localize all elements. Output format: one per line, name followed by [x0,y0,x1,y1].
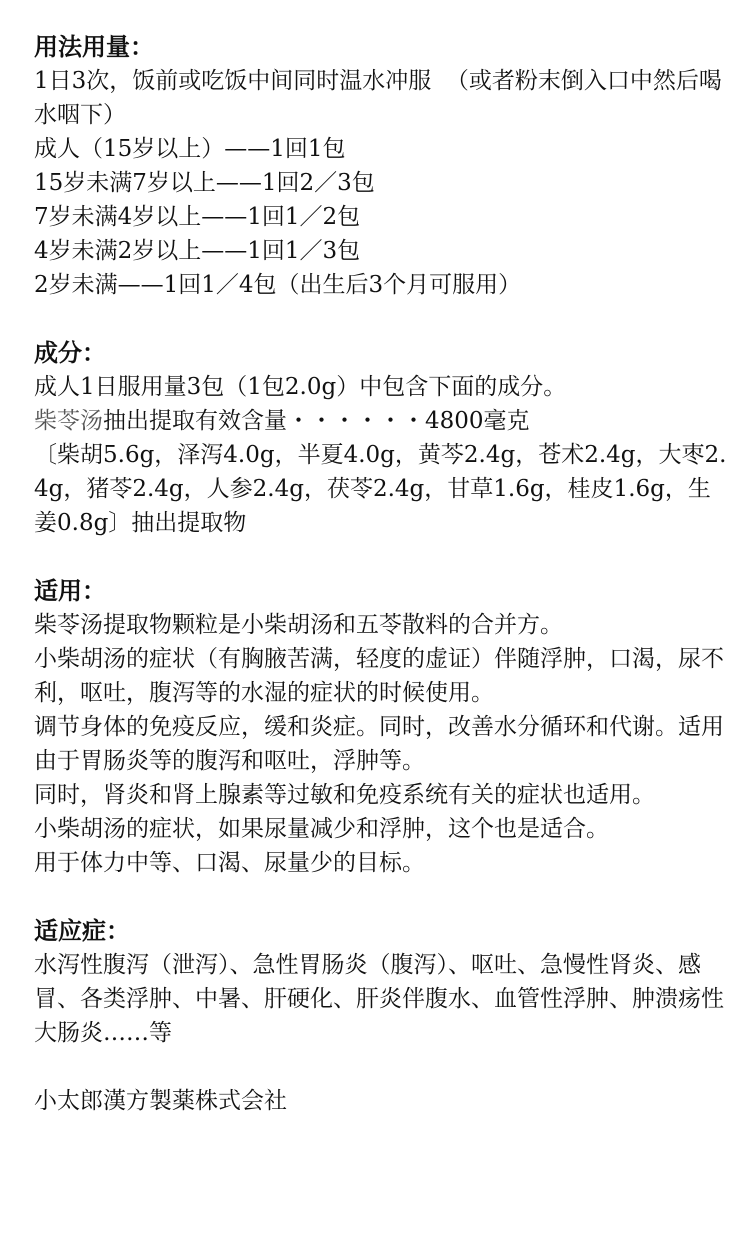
usage-line: 15岁未满7岁以上——1回2／3包 [34,170,375,196]
usage-line: 成人（15岁以上）——1回1包 [34,136,346,162]
company-name: 小太郎漢方製薬株式会社 [34,1088,287,1114]
ingredients-herb-list: 〔柴胡5.6g，泽泻4.0g，半夏4.0g，黄芩2.4g，苍术2.4g，大枣2.4g，猪苓2.4g，人参2.4g，茯苓2.4g，甘草1.6g，桂皮1.6g，生姜0.8g〕抽出提取物 [34,442,727,536]
ingredients-section [34,336,730,540]
application-line: 小柴胡汤的症状，如果尿量减少和浮肿，这个也是适合。 [34,816,609,842]
application-line: 用于体力中等、口渴、尿量少的目标。 [34,850,425,876]
application-line: 小柴胡汤的症状（有胸腋苦满，轻度的虚证）伴随浮肿，口渴，尿不利，呕吐，腹泻等的水湿的症状的时候使用。 [34,646,724,706]
application-section [34,574,730,880]
ingredients-daily-dose: 成人1日服用量3包（1包2.0g）中包含下面的成分。 [34,374,567,400]
extract-amount-text: 抽出提取有效含量・・・・・・4800毫克 [103,408,530,434]
ingredients-extract-amount [34,404,730,438]
usage-section [34,30,730,302]
usage-heading: 用法用量： [34,32,154,61]
indications-heading: 适应症： [34,916,130,945]
usage-line: 7岁未满4岁以上——1回1／2包 [34,204,361,230]
ingredients-heading: 成分： [34,338,106,367]
indications-section [34,914,730,1050]
usage-line: 1日3次，饭前或吃饭中间同时温水冲服 （或者粉末倒入口中然后喝水咽下） [34,68,722,128]
usage-line: 2岁未满——1回1／4包（出生后3个月可服用） [34,272,522,298]
application-line: 柴苓汤提取物颗粒是小柴胡汤和五苓散料的合并方。 [34,612,563,638]
usage-line: 4岁未满2岁以上——1回1／3包 [34,238,361,264]
application-heading: 适用： [34,576,106,605]
indications-text: 水泻性腹泻（泄泻）、急性胃肠炎（腹泻）、呕吐、急慢性肾炎、感冒、各类浮肿、中暑、肝硬化、肝炎伴腹水、血管性浮肿、肿溃疡性大肠炎……等 [34,952,724,1046]
application-line: 同时，肾炎和肾上腺素等过敏和免疫系统有关的症状也适用。 [34,782,655,808]
formula-name: 柴苓汤 [34,408,103,434]
document-page [34,30,730,1118]
application-line: 调节身体的免疫反应，缓和炎症。同时，改善水分循环和代谢。适用由于胃肠炎等的腹泻和呕吐，浮肿等。 [34,714,724,774]
